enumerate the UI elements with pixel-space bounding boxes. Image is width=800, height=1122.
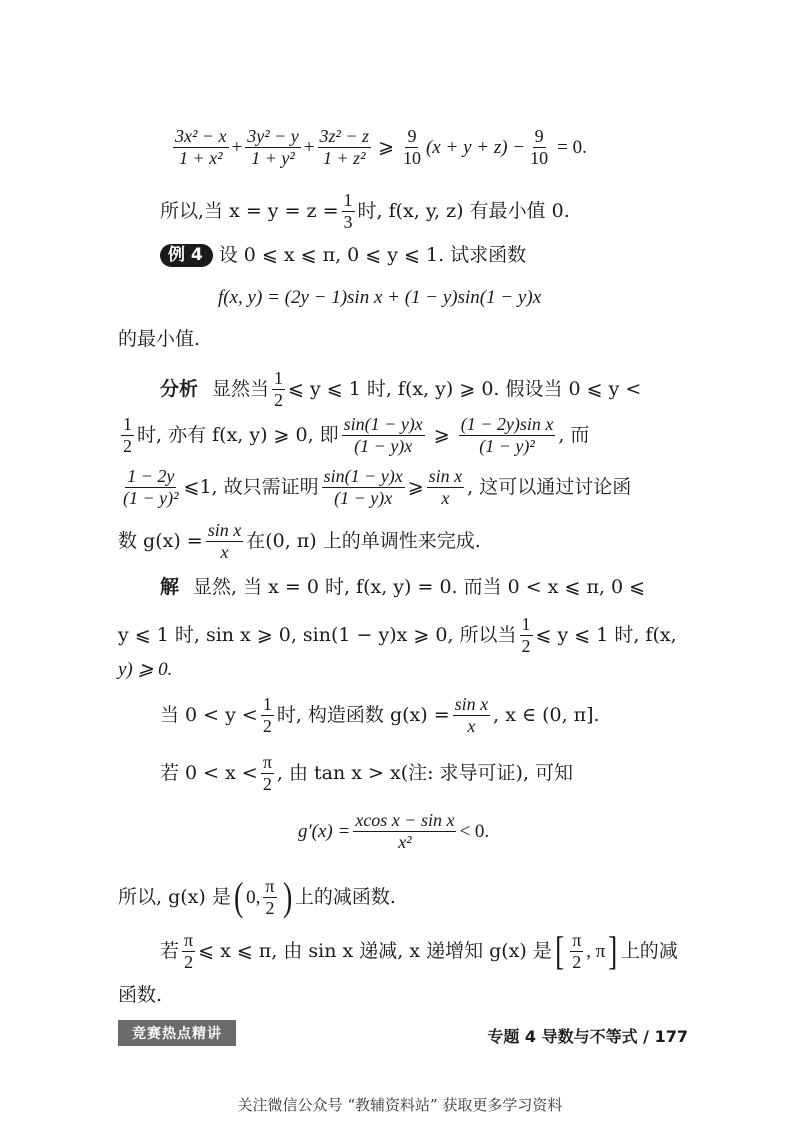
example-line xyxy=(160,244,526,267)
inequality-line xyxy=(170,126,587,168)
analysis-line-1 xyxy=(160,368,641,410)
text: 在(0, π) 上的单调性来完成. xyxy=(246,529,481,552)
fraction: $\frac{\pi}{2}$ xyxy=(572,930,582,972)
fraction: $\frac{\text{3z² − z}}{\text{1 + z²}}$ xyxy=(319,126,370,168)
geq-sign: ⩾ xyxy=(378,136,394,158)
fraction: $\frac{\text{sin x}}{x}$ xyxy=(428,466,463,508)
right-paren: ) xyxy=(282,874,292,920)
solution-line-1 xyxy=(160,578,645,597)
analysis-line-2 xyxy=(118,414,589,456)
function-definition: f(x, y) = (2y − 1)sin x + (1 − y)sin(1 − y)x xyxy=(218,287,542,308)
text: , 由 tan x > x(注: 求导可证), 可知 xyxy=(276,761,574,784)
text: , x ∈ (0, π]. xyxy=(493,703,600,726)
solution-line-2 xyxy=(118,614,677,656)
text: , 而 xyxy=(558,423,590,446)
math-text: 0, xyxy=(246,886,261,908)
solution-line-8: 函数. xyxy=(118,984,163,1006)
text: 所以, g(x) 是 xyxy=(118,885,231,908)
conclusion-line xyxy=(160,190,570,232)
text: 显然, 当 x = 0 时, f(x, y) = 0. 而当 0 < x ⩽ π, 0 ⩽ xyxy=(193,576,646,598)
fraction: $\frac{1}{2}$ xyxy=(123,414,132,456)
text: 若 xyxy=(160,939,180,962)
analysis-heading: 分析 xyxy=(160,377,199,400)
text: 当 0 < y < xyxy=(160,703,258,726)
fraction: $\frac{1}{2}$ xyxy=(521,614,531,656)
text: 数 g(x) = xyxy=(118,529,203,552)
text: 时, f(x, y, z) 有最小值 0. xyxy=(357,199,570,222)
left-bracket: [ xyxy=(554,928,565,974)
math-text: g′(x) = xyxy=(298,820,351,842)
text: ⩽1, 故只需证明 xyxy=(183,475,319,498)
fraction: $\frac{\text{3x² − x}}{\text{1 + x²}}$ xyxy=(175,126,227,168)
fraction: $\frac{\text{(1 − 2y)sin x}}{\text{(1 − y)²}}$ xyxy=(460,414,554,456)
text: ⩽ y ⩽ 1 时, f(x, y) ⩾ 0. 假设当 0 ⩽ y < xyxy=(288,377,642,400)
fraction: $\frac{\text{sin x}}{x}$ xyxy=(207,520,242,562)
analysis-line-4 xyxy=(118,520,481,562)
plus-sign: + xyxy=(303,136,315,158)
fraction: $\frac{\pi}{2}$ xyxy=(262,752,272,794)
fraction: $\frac{1}{2}$ xyxy=(262,694,272,736)
section-badge: 竞赛热点精讲 xyxy=(118,1020,236,1046)
text: 时, 构造函数 g(x) = xyxy=(276,703,450,726)
fraction: $\frac{\sin(1 - y)x}{(1 - y)x}$ xyxy=(323,466,403,508)
fraction: $\frac{1 - 2y}{\text{(1 − y)²}}$ xyxy=(123,466,179,508)
text: 若 0 < x < xyxy=(160,761,258,784)
math-text: , π xyxy=(586,940,606,962)
right-bracket: ] xyxy=(608,928,618,974)
watermark-note: 关注微信公众号 “教辅资料站” 获取更多学习资料 xyxy=(237,1096,563,1114)
solution-line-3: y) ⩾ 0. xyxy=(118,659,173,680)
fraction: $\frac{9}{10}$ xyxy=(402,126,421,168)
example-text: 设 0 ⩽ x ⩽ π, 0 ⩽ y ⩽ 1. 试求函数 xyxy=(218,244,527,266)
fraction: $\frac{1}{2}$ xyxy=(274,368,284,410)
solution-line-7 xyxy=(160,930,678,972)
min-value-text: 的最小值. xyxy=(118,328,201,350)
page-footer-title: 专题 4 导数与不等式 / 177 xyxy=(487,1027,688,1046)
fraction: $\frac{1}{3}$ xyxy=(343,190,353,232)
derivative-line xyxy=(298,810,489,852)
plus-sign: + xyxy=(231,136,243,158)
left-paren: ( xyxy=(233,874,244,920)
text: 时, 亦有 f(x, y) ⩾ 0, 即 xyxy=(137,423,339,446)
fraction: $\frac{\text{3y² − y}}{\text{1 + y²}}$ xyxy=(247,126,299,168)
text: ⩽ y ⩽ 1 时, f(x, xyxy=(535,623,677,646)
solution-line-6 xyxy=(118,876,396,918)
fraction: $\frac{9}{10}$ xyxy=(530,126,549,168)
text: y ⩽ 1 时, sin x ⩾ 0, sin(1 − y)x ⩾ 0, 所以当 xyxy=(118,623,517,646)
fraction: $\frac{\text{sin x}}{x}$ xyxy=(454,694,489,736)
text: 显然当 xyxy=(212,377,270,400)
analysis-line-3 xyxy=(118,466,631,508)
math-text: (x + y + z) − xyxy=(425,136,526,158)
fraction: $\frac{\pi}{2}$ xyxy=(265,876,275,918)
solution-heading: 解 xyxy=(160,576,180,598)
math-text: = 0. xyxy=(557,136,587,158)
fraction: $\frac{\pi}{2}$ xyxy=(184,930,194,972)
text: ⩽ x ⩽ π, 由 sin x 递减, x 递增知 g(x) 是 xyxy=(198,939,552,962)
text: 所以,当 x = y = z = xyxy=(160,199,339,222)
example-badge: 例 4 xyxy=(160,244,213,267)
math-text: < 0. xyxy=(459,820,490,842)
text: 上的减函数. xyxy=(294,885,396,908)
text: , 这可以通过讨论函 xyxy=(467,475,632,498)
solution-line-5 xyxy=(160,752,573,794)
fraction: $\frac{\sin(1 - y)x}{(1 - y)x}$ xyxy=(343,414,423,456)
geq-sign: ⩾ xyxy=(433,424,450,446)
geq-sign: ⩾ xyxy=(407,476,424,498)
text: 上的减 xyxy=(620,939,678,962)
fraction: $\frac{\text{xcos x − sin x}}{\text{x²}}$ xyxy=(355,810,455,852)
solution-line-4 xyxy=(160,694,600,736)
